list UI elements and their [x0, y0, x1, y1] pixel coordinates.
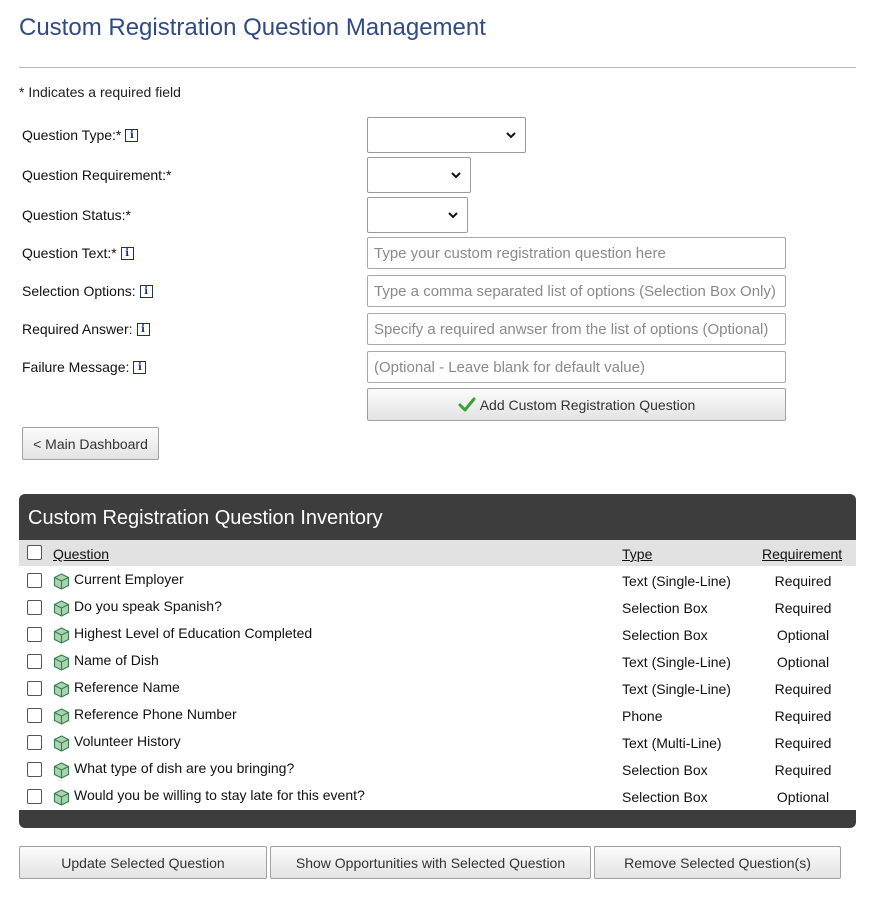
question-status-label: [22, 205, 131, 225]
show-opportunities-button-label: Show Opportunities with Selected Question: [295, 854, 566, 871]
table-row[interactable]: [19, 621, 856, 648]
update-question-button[interactable]: [19, 846, 267, 879]
cube-icon: [53, 573, 70, 590]
question-type-select[interactable]: [367, 117, 526, 153]
table-row[interactable]: [19, 567, 856, 594]
requirement-cell: Required: [774, 762, 832, 778]
type-cell: Phone: [622, 708, 663, 724]
row-checkbox[interactable]: [27, 681, 42, 696]
info-icon[interactable]: i: [140, 285, 153, 298]
type-cell: Text (Single-Line): [622, 573, 731, 589]
failure-message-label: [22, 357, 146, 377]
cube-icon: [53, 627, 70, 644]
show-opportunities-button[interactable]: [270, 846, 591, 879]
required-answer-input[interactable]: [367, 313, 786, 345]
question-requirement-select[interactable]: [367, 157, 471, 193]
inventory-table: [19, 540, 856, 810]
requirement-cell: Required: [774, 708, 832, 724]
selection-options-label-text: Selection Options:: [22, 283, 136, 299]
main-dashboard-button-label: < Main Dashboard: [33, 435, 148, 452]
info-icon[interactable]: i: [125, 129, 138, 142]
add-question-button[interactable]: [367, 388, 786, 421]
table-row[interactable]: [19, 702, 856, 729]
main-dashboard-button[interactable]: [22, 427, 159, 460]
question-cell: Name of Dish: [74, 652, 159, 668]
question-cell: Highest Level of Education Completed: [74, 625, 313, 641]
remove-question-button-label: Remove Selected Question(s): [624, 854, 811, 871]
question-cell: Volunteer History: [74, 733, 181, 749]
required-note: * Indicates a required field: [19, 84, 181, 100]
table-row[interactable]: [19, 729, 856, 756]
question-cell: Reference Name: [74, 679, 180, 695]
requirement-cell: Required: [774, 735, 832, 751]
question-text-label-text: Question Text:*: [22, 245, 117, 261]
requirement-cell: Optional: [776, 627, 830, 643]
row-checkbox[interactable]: [27, 789, 42, 804]
select-all-checkbox[interactable]: [27, 545, 42, 560]
table-row[interactable]: [19, 594, 856, 621]
cube-icon: [53, 681, 70, 698]
question-cell: Would you be willing to stay late for this event?: [74, 787, 365, 803]
type-cell: Selection Box: [622, 789, 708, 805]
question-requirement-label: [22, 165, 171, 185]
required-answer-label: [22, 319, 150, 339]
question-status-select[interactable]: [367, 197, 468, 233]
question-type-label-text: Question Type:*: [22, 127, 122, 143]
info-icon[interactable]: i: [133, 361, 146, 374]
type-cell: Text (Multi-Line): [622, 735, 722, 751]
title-divider: [19, 67, 856, 68]
row-checkbox[interactable]: [27, 627, 42, 642]
column-header-question[interactable]: Question: [53, 546, 110, 562]
question-requirement-label-text: Question Requirement:*: [22, 167, 172, 183]
info-icon[interactable]: i: [121, 247, 134, 260]
checkmark-icon: [458, 397, 476, 413]
chevron-down-icon: [505, 129, 517, 141]
cube-icon: [53, 762, 70, 779]
cube-icon: [53, 708, 70, 725]
table-row[interactable]: [19, 675, 856, 702]
question-cell: Do you speak Spanish?: [74, 598, 222, 614]
column-header-type[interactable]: Type: [622, 546, 653, 562]
info-icon[interactable]: i: [137, 323, 150, 336]
table-row[interactable]: [19, 783, 856, 810]
required-answer-label-text: Required Answer:: [22, 321, 133, 337]
add-question-button-label: Add Custom Registration Question: [479, 396, 696, 413]
selection-options-input[interactable]: [367, 275, 786, 307]
type-cell: Text (Single-Line): [622, 654, 731, 670]
question-cell: What type of dish are you bringing?: [74, 760, 295, 776]
row-checkbox[interactable]: [27, 654, 42, 669]
requirement-cell: Required: [774, 681, 832, 697]
requirement-cell: Required: [774, 573, 832, 589]
question-cell: Reference Phone Number: [74, 706, 237, 722]
table-row[interactable]: [19, 756, 856, 783]
type-cell: Selection Box: [622, 600, 708, 616]
question-status-label-text: Question Status:*: [22, 207, 131, 223]
update-question-button-label: Update Selected Question: [61, 854, 225, 871]
requirement-cell: Required: [774, 600, 832, 616]
cube-icon: [53, 735, 70, 752]
question-text-label: [22, 243, 134, 263]
type-cell: Selection Box: [622, 627, 708, 643]
chevron-down-icon: [450, 169, 462, 181]
remove-question-button[interactable]: [594, 846, 841, 879]
page-title: Custom Registration Question Management: [19, 14, 486, 41]
inventory-title: Custom Registration Question Inventory: [28, 507, 383, 529]
selection-options-label: [22, 281, 153, 301]
column-header-requirement[interactable]: Requirement: [762, 546, 843, 562]
row-checkbox[interactable]: [27, 708, 42, 723]
type-cell: Text (Single-Line): [622, 681, 731, 697]
chevron-down-icon: [447, 209, 459, 221]
cube-icon: [53, 789, 70, 806]
row-checkbox[interactable]: [27, 762, 42, 777]
row-checkbox[interactable]: [27, 735, 42, 750]
failure-message-input[interactable]: [367, 351, 786, 383]
cube-icon: [53, 654, 70, 671]
question-type-label: [22, 125, 138, 145]
cube-icon: [53, 600, 70, 617]
question-text-input[interactable]: [367, 237, 786, 269]
table-row[interactable]: [19, 648, 856, 675]
failure-message-label-text: Failure Message:: [22, 359, 130, 375]
row-checkbox[interactable]: [27, 600, 42, 615]
question-cell: Current Employer: [74, 571, 184, 587]
table-header-row: [19, 540, 856, 566]
requirement-cell: Optional: [776, 789, 830, 805]
row-checkbox[interactable]: [27, 573, 42, 588]
type-cell: Selection Box: [622, 762, 708, 778]
inventory-panel: [19, 494, 856, 828]
requirement-cell: Optional: [776, 654, 830, 670]
